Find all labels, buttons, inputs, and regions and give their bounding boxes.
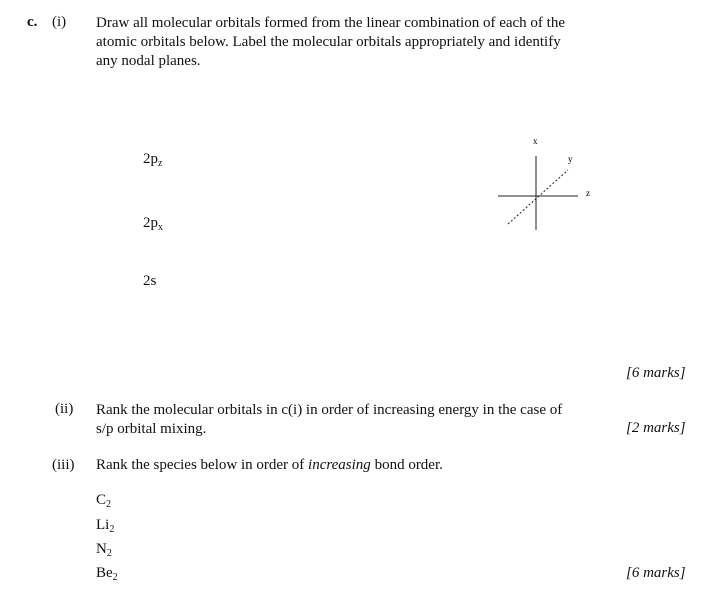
species-li2 — [96, 517, 114, 534]
sub-ii-line-1: Rank the molecular orbitals in c(i) in order of increasing energy in the case of — [96, 402, 563, 418]
x-axis-label: x — [533, 136, 538, 146]
orbital-2pz — [143, 151, 162, 168]
species-be2-base: Be — [96, 565, 113, 581]
sub-ii-number: (ii) — [55, 401, 74, 417]
sub-iii-number: (iii) — [52, 457, 75, 473]
sub-iii-text-emph: increasing — [308, 457, 371, 473]
orbital-2px-base: 2p — [143, 215, 158, 231]
sub-i-marks: [6 marks] — [626, 365, 686, 381]
species-n2-base: N — [96, 541, 107, 557]
orbital-2s — [143, 273, 156, 290]
sub-ii-line-2: s/p orbital mixing. — [96, 421, 207, 437]
species-n2 — [96, 541, 112, 558]
sub-i-number: (i) — [52, 14, 67, 30]
z-axis-label: z — [586, 188, 590, 198]
orbital-2pz-sub: z — [158, 158, 163, 169]
species-li2-sub: 2 — [109, 524, 115, 535]
sub-iii-text-after: bond order. — [370, 457, 443, 473]
species-be2-sub: 2 — [112, 572, 118, 583]
species-li2-base: Li — [96, 517, 110, 533]
sub-ii-question — [96, 401, 562, 439]
sub-i-line-2: atomic orbitals below. Label the molecular orbitals appropriately and identify — [96, 34, 561, 50]
orbital-2px-sub: x — [158, 222, 163, 233]
sub-iii-text-before: Rank the species below in order of — [96, 457, 309, 473]
sub-iii-question — [96, 457, 443, 474]
sub-ii-marks: [2 marks] — [626, 420, 686, 436]
sub-i-question — [96, 14, 565, 71]
orbital-2px — [143, 215, 163, 232]
y-axis-label: y — [568, 154, 573, 164]
species-be2 — [96, 565, 118, 582]
part-c-label: c. — [27, 14, 38, 30]
species-n2-sub: 2 — [106, 548, 112, 559]
sub-i-line-1: Draw all molecular orbitals formed from the linear combination of each of the — [96, 15, 565, 31]
axes-diagram — [490, 130, 600, 240]
sub-i-line-3: any nodal planes. — [96, 53, 201, 69]
sub-iii-marks: [6 marks] — [626, 565, 686, 581]
species-c2-base: C — [96, 492, 107, 508]
species-c2 — [96, 492, 111, 509]
orbital-2pz-base: 2p — [143, 151, 158, 167]
species-c2-sub: 2 — [106, 499, 112, 510]
y-axis-line — [508, 170, 568, 224]
orbital-2s-base: 2s — [143, 273, 157, 289]
